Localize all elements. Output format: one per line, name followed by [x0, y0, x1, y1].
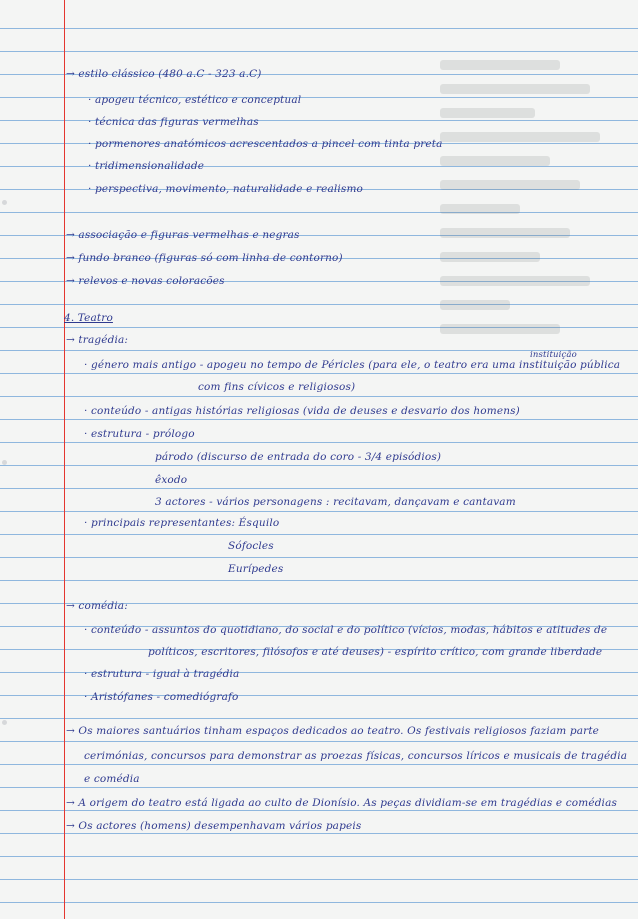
line-associacao: → associação e figuras vermelhas e negras: [66, 229, 300, 241]
line-perspectiva: · perspectiva, movimento, naturalidade e realismo: [88, 183, 364, 195]
line-euripedes: Eurípedes: [228, 563, 284, 575]
correction-instituicao: instituição: [530, 350, 577, 360]
line-comedia-final: e comédia: [84, 773, 140, 785]
line-tecnica: · técnica das figuras vermelhas: [88, 116, 259, 128]
section-teatro-title: 4. Teatro: [64, 312, 113, 324]
line-origem: → A origem do teatro está ligada ao culto de Dionísio. As peças dividiam-se em tragédias e comédias: [66, 797, 618, 809]
line-actores-homens: → Os actores (homens) desempenhavam vários papeis: [66, 820, 362, 832]
line-cerimonias: cerimónias, concursos para demonstrar as proezas físicas, concursos líricos e musicais de tragédia: [84, 750, 628, 762]
line-comedia-conteudo-cont: políticos, escritores, filósofos e até deuses) - espírito crítico, com grande liberdade: [148, 646, 603, 658]
show-through-text: [440, 60, 620, 919]
line-apogeu: · apogeu técnico, estético e conceptual: [88, 94, 302, 106]
line-santuarios: → Os maiores santuários tinham espaços dedicados ao teatro. Os festivais religiosos faziam parte: [66, 725, 600, 737]
line-sofocles: Sófocles: [228, 540, 274, 552]
margin-line: [64, 0, 65, 919]
line-pormenores: · pormenores anatómicos acrescentados a pincel com tinta preta: [88, 138, 443, 150]
line-parodo: párodo (discurso de entrada do coro - 3/4 episódios): [155, 451, 442, 463]
line-conteudo: · conteúdo - antigas histórias religiosas (vida de deuses e desvario dos homens): [84, 405, 520, 417]
line-representantes: · principais representantes: Ésquilo: [84, 517, 280, 529]
line-tridimensionalidade: · tridimensionalidade: [88, 160, 205, 172]
line-comedia: → comédia:: [66, 600, 128, 612]
line-fins: com fins cívicos e religiosos): [198, 381, 356, 393]
line-actores: 3 actores - vários personagens : recitavam, dançavam e cantavam: [155, 496, 516, 508]
page-holes: [0, 0, 20, 919]
line-estrutura: · estrutura - prólogo: [84, 428, 195, 440]
line-aristofanes: · Aristófanes - comediógrafo: [84, 691, 239, 703]
line-genero: · género mais antigo - apogeu no tempo de Péricles (para ele, o teatro era uma instituição pública: [84, 359, 621, 371]
line-pincel: → fundo branco (figuras só com linha de contorno): [66, 252, 343, 264]
line-exodo: êxodo: [155, 474, 188, 486]
line-estilo-classico: → estilo clássico (480 a.C - 323 a.C): [66, 68, 262, 80]
line-comedia-estrutura: · estrutura - igual à tragédia: [84, 668, 240, 680]
line-relevos: → relevos e novas coloracões: [66, 275, 225, 287]
line-tragedia: → tragédia:: [66, 334, 129, 346]
line-comedia-conteudo: · conteúdo - assuntos do quotidiano, do social e do político (vícios, modas, hábitos e atitudes de: [84, 624, 608, 636]
